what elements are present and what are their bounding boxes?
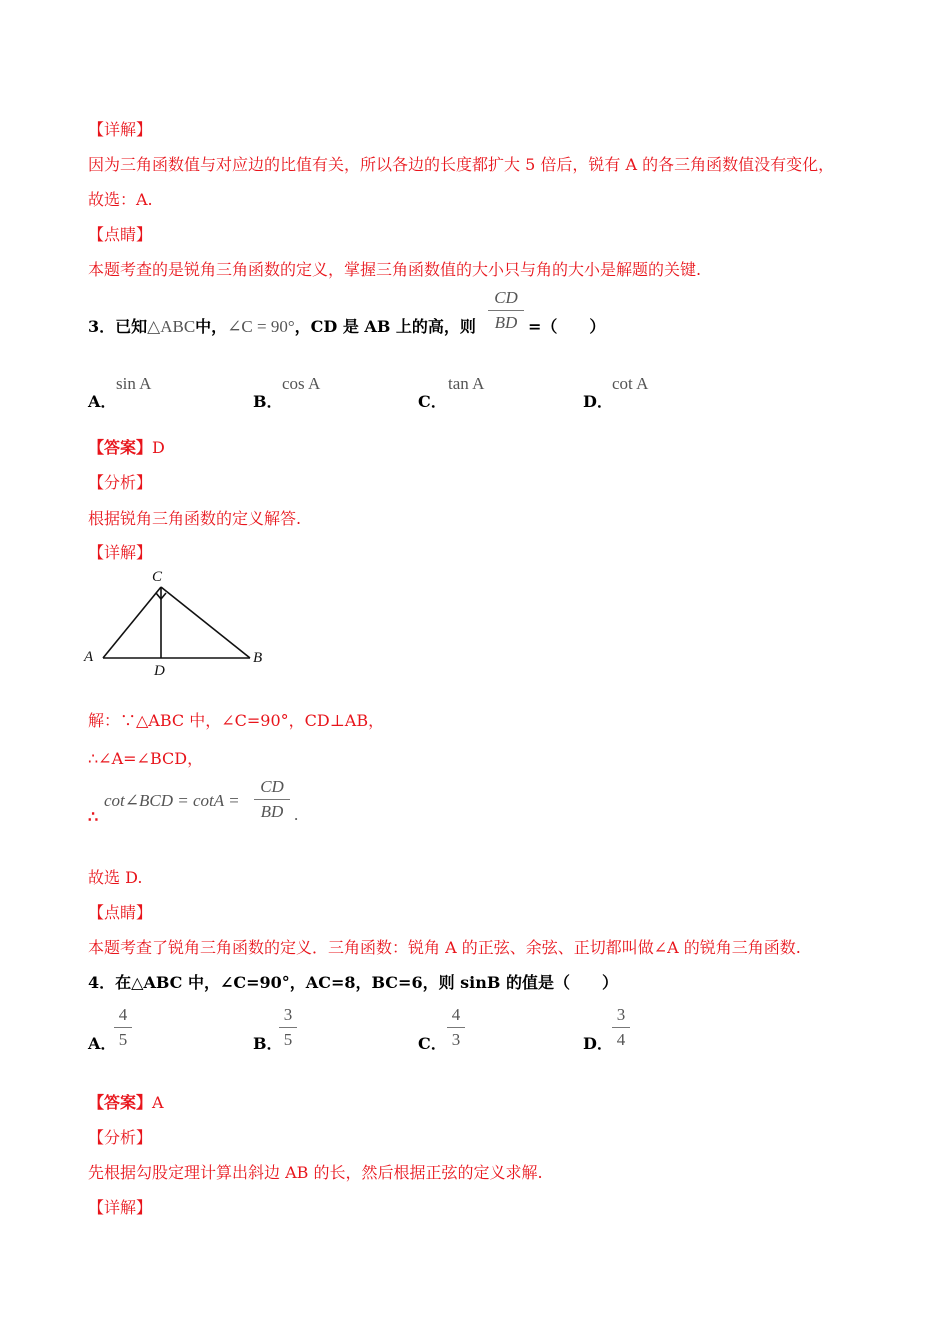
q4-option-b-num: 3 (283, 1005, 293, 1024)
detail-label: 【详解】 (88, 120, 153, 139)
q4-option-a-bar (114, 1027, 132, 1028)
comment-label: 【点睛】 (88, 225, 153, 244)
side-ac (103, 587, 161, 658)
q4-answer-value: A (152, 1093, 164, 1112)
q4-answer-label: 【答案】 (88, 1093, 153, 1112)
q4-option-b-fraction (279, 1005, 297, 1050)
q4-option-c-fraction (447, 1005, 465, 1050)
q4-stem: 4．在△ABC 中，∠C=90°，AC=8，BC=6，则 sinB 的值是（ ） (88, 973, 618, 992)
q3-detail-label: 【详解】 (88, 543, 153, 562)
comment-text: 本题考查的是锐角三角函数的定义，掌握三角函数值的大小只与角的大小是解题的关键. (88, 260, 702, 279)
label-b: B (253, 650, 263, 666)
q4-option-d-num: 3 (616, 1005, 626, 1024)
q3-analysis-text: 根据锐角三角函数的定义解答. (88, 509, 302, 528)
q4-option-c-num: 4 (451, 1005, 461, 1024)
side-bc (161, 587, 250, 658)
q3-analysis-label: 【分析】 (88, 473, 153, 492)
q4-option-d-bar (612, 1027, 630, 1028)
q3-option-b-letter: B． (253, 392, 283, 411)
q4-option-b-letter: B． (253, 1034, 283, 1053)
q4-option-a-fraction (114, 1005, 132, 1050)
q3-option-d-text: cot A (612, 374, 649, 393)
solution-line-1: 解：∵△ABC 中，∠C=90°，CD⊥AB， (88, 711, 385, 730)
q3-option-b-text: cos A (282, 374, 321, 393)
triangle-figure (80, 565, 270, 680)
q3-frac-bar (488, 310, 524, 311)
q3-mid: 中， (195, 317, 228, 336)
q3-option-a-text: sin A (116, 374, 152, 393)
q4-option-c-den: 3 (451, 1030, 461, 1049)
q3-option-c-text: tan A (448, 374, 485, 393)
q3-comment-text: 本题考查了锐角三角函数的定义．三角函数：锐角 A 的正弦、余弦、正切都叫做∠A 的锐角三角函数. (88, 938, 801, 957)
solution-frac-bar (254, 799, 290, 800)
q4-option-b-den: 5 (283, 1030, 293, 1049)
q4-answer (88, 1090, 164, 1113)
q4-option-d-fraction (612, 1005, 630, 1050)
q3-comment-label: 【点睛】 (88, 903, 153, 922)
q4-analysis-label: 【分析】 (88, 1128, 153, 1147)
answer-line: 故选：A. (88, 190, 153, 209)
solution-period: . (294, 805, 299, 824)
q3-answer-label: 【答案】 (88, 438, 153, 457)
solution-line-2: ∴∠A=∠BCD， (88, 749, 204, 768)
q4-analysis-text: 先根据勾股定理计算出斜边 AB 的长，然后根据正弦的定义求解. (88, 1163, 543, 1182)
q4-option-d-den: 4 (616, 1030, 626, 1049)
q3-frac-num: CD (494, 288, 518, 307)
solution-fraction (254, 777, 290, 822)
solution-expr: cot∠BCD = cotA = (104, 791, 240, 810)
q3-cond: ，CD 是 AB 上的高，则 (294, 317, 476, 336)
q4-option-b-bar (279, 1027, 297, 1028)
q4-option-c-letter: C． (418, 1034, 447, 1053)
q3-number: 3．已知 (88, 317, 148, 336)
q3-triangle: △ABC (147, 317, 196, 336)
q4-option-a-letter: A． (88, 1034, 117, 1053)
q4-option-a-den: 5 (118, 1030, 128, 1049)
q3-option-c-letter: C． (418, 392, 447, 411)
label-d: D (154, 663, 165, 679)
q4-option-d-letter: D． (583, 1034, 613, 1053)
q4-option-c-bar (447, 1027, 465, 1028)
solution-frac-den: BD (260, 802, 284, 821)
q4-detail-label: 【详解】 (88, 1198, 153, 1217)
q3-option-a-letter: A． (88, 392, 117, 411)
label-c: C (152, 569, 163, 585)
q3-choose: 故选 D. (88, 868, 143, 887)
detail-text: 因为三角函数值与对应边的比值有关，所以各边的长度都扩大 5 倍后，锐有 A 的各三角函数值没有变化， (88, 155, 835, 174)
solution-frac-num: CD (260, 777, 284, 796)
solution-therefore: ∴ (88, 807, 99, 826)
q3-answer (88, 435, 165, 458)
q3-tail: =（ ） (528, 317, 606, 336)
q3-stem (88, 314, 476, 337)
q3-angle: ∠C = 90° (227, 317, 295, 336)
q3-frac-den: BD (494, 313, 518, 332)
q3-option-d-letter: D． (583, 392, 613, 411)
label-a: A (84, 649, 94, 665)
q3-fraction (488, 288, 524, 333)
q4-option-a-num: 4 (118, 1005, 128, 1024)
q3-answer-value: D (152, 438, 165, 457)
